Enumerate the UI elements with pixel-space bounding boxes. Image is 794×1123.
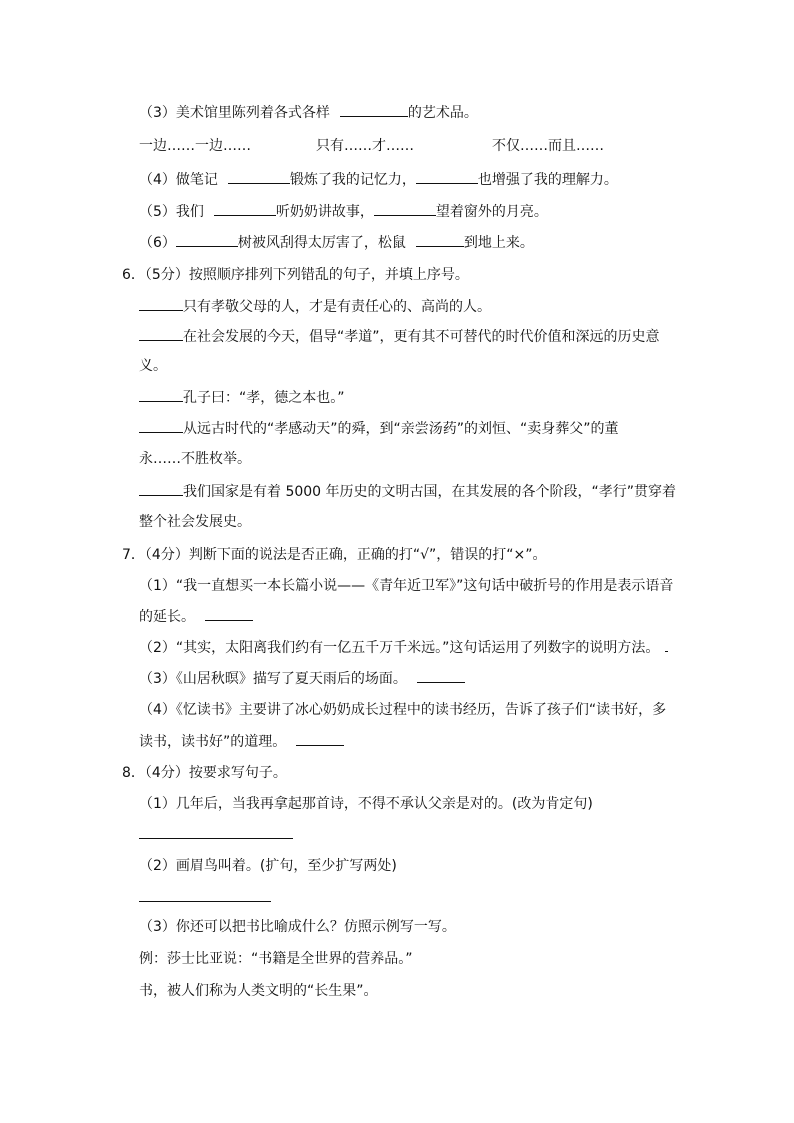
q6-item-3: 孔子曰：“孝，德之本也。”: [139, 387, 345, 408]
q7-header: 7．（4分）判断下面的说法是否正确，正确的打“√”，错误的打“×”。: [122, 547, 547, 563]
q7-statement-4: （4）《忆读书》主要讲了冰心奶奶成长过程中的读书经历，告诉了孩子们“读书好，多: [139, 702, 667, 718]
sentence-number: （3）: [139, 105, 176, 121]
answer-blank[interactable]: [176, 232, 238, 247]
q5-sentence-3: （3）美术馆里陈列着各式各样 的艺术品。: [139, 102, 478, 123]
answer-blank[interactable]: [214, 201, 276, 216]
judge-blank[interactable]: [417, 668, 465, 683]
q5-option-1: 一边……一边……: [139, 138, 251, 154]
order-blank[interactable]: [139, 481, 183, 496]
answer-blank[interactable]: [374, 201, 436, 216]
judge-blank[interactable]: [205, 606, 253, 621]
q5-sentence-6: （6） 树被风刮得太厉害了，松鼠 到地上来。: [139, 232, 534, 253]
order-blank[interactable]: [139, 296, 183, 311]
q8-example-line: 书，被人们称为人类文明的“长生果”。: [139, 983, 378, 999]
q7-statement-1-cont: 的延长。: [139, 606, 253, 627]
q6-item-2: 在社会发展的今天，倡导“孝道”，更有其不可替代的时代价值和深远的历史意: [139, 326, 660, 347]
order-blank[interactable]: [139, 387, 183, 402]
q8-prompt-1: （1）几年后，当我再拿起那首诗，不得不承认父亲是对的。(改为肯定句): [139, 796, 593, 812]
q8-prompt-2: （2）画眉鸟叫着。(扩句，至少扩写两处): [139, 858, 397, 874]
judge-blank[interactable]: [296, 731, 344, 746]
q5-sentence-5: （5）我们 听奶奶讲故事， 望着窗外的月亮。: [139, 201, 548, 222]
q8-answer-line-1[interactable]: [139, 838, 293, 839]
q6-item-5-cont: 整个社会发展史。: [139, 514, 251, 530]
q6-item-5: 我们国家是有着 5000 年历史的文明古国，在其发展的各个阶段，“孝行”贯穿着: [139, 481, 676, 502]
q7-statement-3: （3）《山居秋暝》描写了夏天雨后的场面。: [139, 668, 465, 689]
q6-item-1: 只有孝敬父母的人，才是有责任心的、高尚的人。: [139, 296, 491, 317]
q7-statement-1: （1）“我一直想买一本长篇小说——《青年近卫军》”这句话中破折号的作用是表示语音: [139, 578, 674, 594]
answer-blank[interactable]: [340, 102, 408, 117]
q8-example: 例：莎士比亚说：“书籍是全世界的营养品。”: [139, 951, 413, 967]
q8-answer-line-2[interactable]: [139, 901, 271, 902]
q5-option-2: 只有……才……: [316, 138, 414, 154]
answer-blank[interactable]: [416, 169, 478, 184]
q6-item-2-cont: 义。: [139, 358, 167, 374]
judge-blank[interactable]: [665, 637, 668, 652]
order-blank[interactable]: [139, 326, 183, 341]
q5-option-3: 不仅……而且……: [492, 138, 604, 154]
answer-blank[interactable]: [228, 169, 290, 184]
order-blank[interactable]: [139, 418, 183, 433]
q6-item-4-cont: 永……不胜枚举。: [139, 451, 251, 467]
q5-sentence-4: （4）做笔记 锻炼了我的记忆力， 也增强了我的理解力。: [139, 169, 618, 190]
answer-blank[interactable]: [416, 232, 464, 247]
q8-prompt-3: （3）你还可以把书比喻成什么？仿照示例写一写。: [139, 919, 456, 935]
q6-header: 6．（5分）按照顺序排列下列错乱的句子，并填上序号。: [122, 267, 469, 283]
q6-item-4: 从远古时代的“孝感动天”的舜，到“亲尝汤药”的刘恒、“卖身葬父”的董: [139, 418, 619, 439]
q7-statement-4-cont: 读书，读书好”的道理。: [139, 731, 344, 752]
q7-statement-2: （2）“其实，太阳离我们约有一亿五千万千米远。”这句话运用了列数字的说明方法。: [139, 637, 668, 658]
q8-header: 8．（4分）按要求写句子。: [122, 765, 287, 781]
